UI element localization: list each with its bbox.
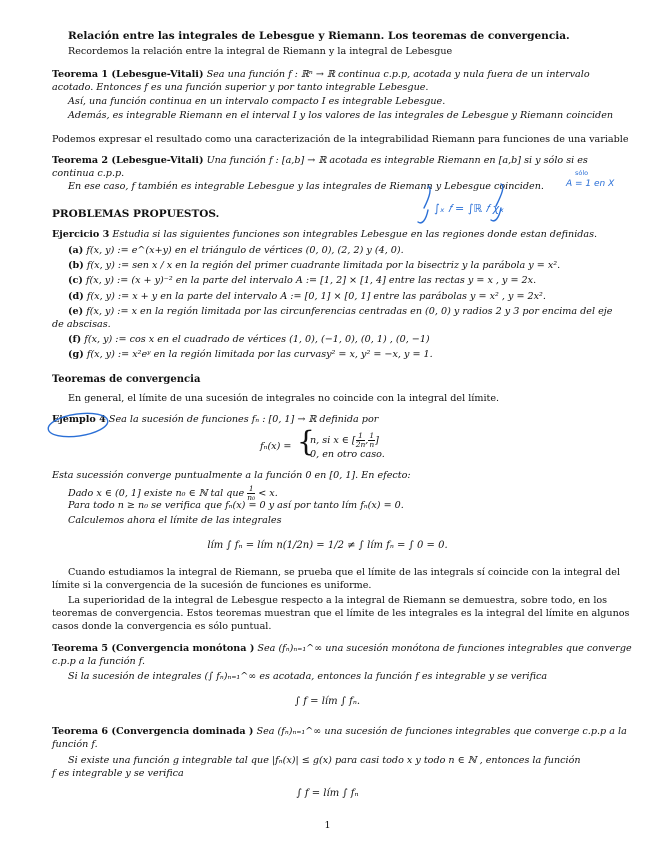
- superiority-line-1: La superioridad de la integral de Lebesgue respecto a la integral de Riemann se demuestra, sobre todo, en los: [68, 595, 608, 606]
- exercise-item: [68, 275, 648, 287]
- exercise-item: [68, 349, 648, 361]
- exercise-item: [68, 245, 648, 257]
- theorem-5-line-1: Teorema 5 (Convergencia monótona ) Sea (fₙ)ₙ₌₁^∞ una sucesión monótona de funciones integrables que converge: [52, 643, 632, 654]
- exercise-item-text: f(x, y) := x + y en la parte del intervalo A := [0, 1] × [0, 1] entre las parábolas y = x² , y = 2x².: [86, 291, 546, 302]
- theorem-6-line-4: f es integrable y se verifica: [52, 768, 184, 779]
- exercise-item-tag: (d): [68, 291, 84, 302]
- theorem-5-label: Teorema 5 (Convergencia monótona ): [52, 643, 255, 654]
- exercise-item-text: f(x, y) := sen x / x en la región del primer cuadrante limitada por la bisectriz y la parábola y = x².: [86, 260, 561, 271]
- riemann-paragraph-line-1: Cuando estudiamos la integral de Riemann, se prueba que el límite de las integrals sí coincide con la integral del: [68, 567, 621, 578]
- riemann-paragraph-line-2: límite si la convergencia de la sucesión de funciones es uniforme.: [52, 580, 372, 591]
- theorem-1-line-1: Teorema 1 (Lebesgue-Vitali) Sea una función f : ℝⁿ → ℝ continua c.p.p, acotada y nula fuera de un intervalo: [52, 69, 590, 80]
- exercise-item-text: f(x, y) := x en la región limitada por las circunferencias centradas en (0, 0) y radios 2 y 3 por encima del eje: [86, 306, 613, 317]
- theorem-5-line-2: c.p.p a la función f.: [52, 656, 146, 667]
- example-4-label: Ejemplo 4: [52, 414, 106, 425]
- exercise-3-line: Ejercicio 3 Estudia si las siguientes funciones son integrables Lebesgue en las regiones donde estan definidas.: [52, 229, 598, 240]
- exercise-item-text: f(x, y) := e^(x+y) en el triángulo de vértices (0, 0), (2, 2) y (4, 0).: [86, 245, 404, 256]
- theorem-1-line-2: acotado. Entonces f es una función superior y por tanto integrable Lebesgue.: [52, 82, 429, 93]
- piecewise-case-1: n, si x ∈ [ $\frac{1}{2n}$ , $\frac{1}{n}$ ]: [310, 431, 379, 449]
- ink-note: A = 1 en X: [566, 179, 615, 189]
- problems-heading: PROBLEMAS PROPUESTOS.: [52, 208, 220, 220]
- piecewise-case-2: 0, en otro caso.: [310, 449, 385, 460]
- theorem-6-label: Teorema 6 (Convergencia dominada ): [52, 726, 254, 737]
- superiority-line-2: teoremas de convergencia. Estos teoremas muestran que el límite de les integrales es la integral del límite en algunos: [52, 608, 630, 619]
- piecewise-brace: {: [297, 425, 315, 458]
- exercise-item-tag: (b): [68, 260, 84, 271]
- page-number: 1: [324, 820, 331, 831]
- limit-equation: lím ∫ fₙ = lím n(1/2n) = 1/2 ≠ ∫ lím fₙ = ∫ 0 = 0.: [207, 540, 448, 551]
- theorem-1-line-3: Así, una función continua en un intervalo compacto I es integrable Lebesgue.: [68, 96, 446, 107]
- theorem-6-line-3: Si existe una función g integrable tal que |fₙ(x)| ≤ g(x) para casi todo x y todo n ∈ ℕ , entonces la función: [68, 755, 581, 766]
- ink-formula: ∫ₓ 𝑓 = ∫ℝ 𝑓 χₓ: [434, 202, 504, 215]
- example-4-line: Ejemplo 4 Sea la sucesión de funciones fₙ : [0, 1] → ℝ definida por: [52, 414, 379, 425]
- exercise-item-tag: (f): [68, 334, 82, 345]
- theorem-6-line-1: Teorema 6 (Convergencia dominada ) Sea (fₙ)ₙ₌₁^∞ una sucesión de funciones integrables que converge c.p.p a la: [52, 726, 627, 737]
- convergence-heading: Teoremas de convergencia: [52, 374, 201, 385]
- exercise-item-tag: (a): [68, 245, 84, 256]
- convergence-claim: Esta sucessión converge puntualmente a la función 0 en [0, 1]. En efecto:: [52, 470, 411, 481]
- exercise-item-text: f(x, y) := x²eʸ en la región limitada por las curvasy² = x, y² = −x, y = 1.: [86, 349, 433, 360]
- exercise-item-tag: (c): [68, 275, 83, 286]
- exercise-item-tag: (e): [68, 306, 84, 317]
- exercise-item-tag: (g): [68, 349, 84, 360]
- piecewise-lhs: fₙ(x) =: [260, 441, 292, 452]
- exercise-item: [68, 334, 648, 346]
- theorem-6-line-2: función f.: [52, 739, 98, 750]
- given-line: Dado x ∈ (0, 1] existe n₀ ∈ ℕ tal que $\frac{1}{\text{n₀}}$ < x.: [68, 484, 278, 502]
- exercise-item: [52, 319, 632, 331]
- intro-text: Recordemos la relación entre la integral de Riemann y la integral de Lebesgue: [68, 46, 453, 57]
- exercise-item: [68, 306, 648, 318]
- exercise-item-text: f(x, y) := cos x en el cuadrado de vértices (1, 0), (−1, 0), (0, 1) , (0, −1): [84, 334, 430, 345]
- ink-note-top: sólo: [575, 169, 589, 177]
- exercise-item: [68, 291, 648, 303]
- superiority-line-3: casos donde la convergencia es sólo puntual.: [52, 621, 272, 632]
- exercise-item: [68, 260, 648, 272]
- theorem-2-line-2: continua c.p.p.: [52, 168, 125, 179]
- convergence-intro: En general, el límite de una sucesión de integrales no coincide con la integral del límite.: [68, 393, 500, 404]
- theorem-2-label: Teorema 2 (Lebesgue-Vitali): [52, 155, 204, 166]
- theorem-1-line-4: Además, es integrable Riemann en el interval I y los valores de las integrales de Lebesgue y Riemann coinciden: [68, 110, 614, 121]
- for-all-line: Para todo n ≥ n₀ se verifica que fₙ(x) = 0 y así por tanto lím fₙ(x) = 0.: [68, 500, 404, 511]
- exercise-item-text: de abscisas.: [52, 319, 111, 330]
- theorem-5-line-3: Si la sucesión de integrales (∫ fₙ)ₙ₌₁^∞ es acotada, entonces la función f es integrable y se verifica: [68, 671, 548, 682]
- theorem-1-label: Teorema 1 (Lebesgue-Vitali): [52, 69, 204, 80]
- bridge-text: Podemos expresar el resultado como una caracterización de la integrabilidad Riemann para funciones de una variable: [52, 134, 629, 145]
- exercise-item-text: f(x, y) := (x + y)⁻² en la parte del intervalo A := [1, 2] × [1, 4] entre las rectas y = x , y = 2x.: [85, 275, 537, 286]
- theorem-5-equation: ∫ f = lím ∫ fₙ.: [294, 696, 361, 707]
- compute-line: Calculemos ahora el límite de las integrales: [68, 515, 282, 526]
- page-title: Relación entre las integrales de Lebesgue y Riemann. Los teoremas de convergencia.: [68, 30, 570, 42]
- theorem-6-equation: ∫ f = lím ∫ fₙ: [296, 788, 359, 799]
- exercise-3-label: Ejercicio 3: [52, 229, 110, 240]
- theorem-2-line-3: En ese caso, f también es integrable Lebesgue y las integrales de Riemann y Lebesgue coinciden.: [68, 181, 544, 192]
- theorem-2-line-1: Teorema 2 (Lebesgue-Vitali) Una función f : [a,b] → ℝ acotada es integrable Riemann en [a,b] si y sólo si es: [52, 155, 588, 166]
